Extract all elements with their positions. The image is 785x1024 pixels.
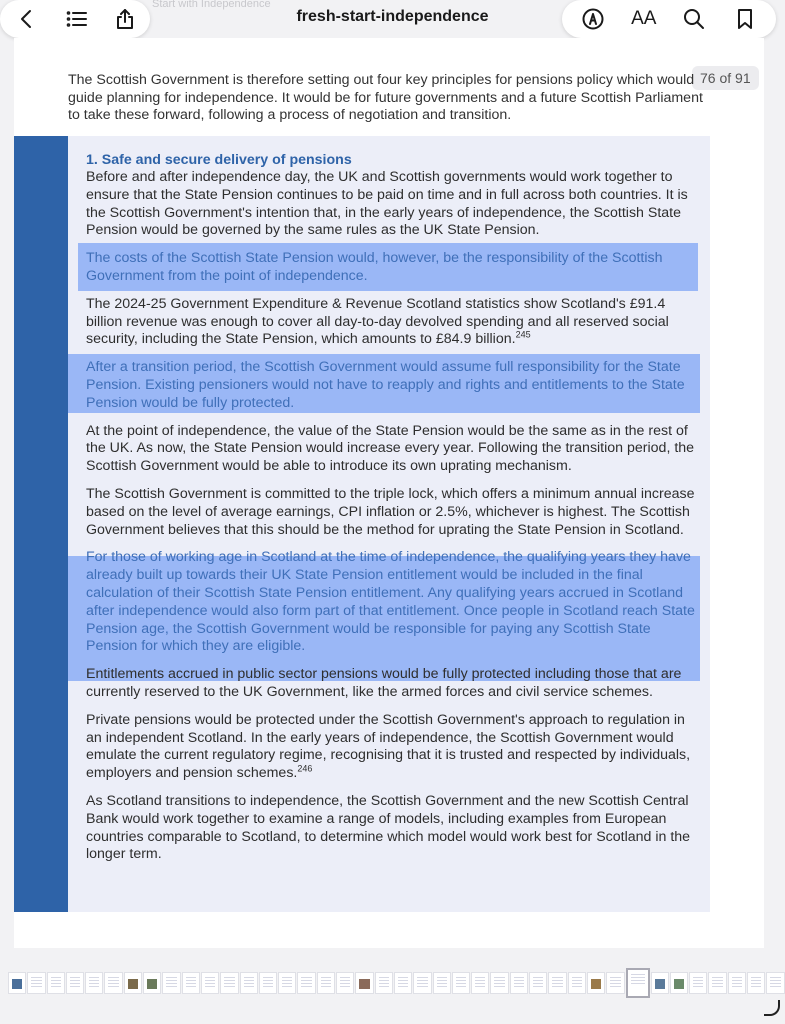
paragraph-value bbox=[86, 423, 698, 476]
page-thumbnail[interactable] bbox=[336, 972, 354, 994]
toolbar bbox=[0, 0, 785, 40]
paragraph-text: As Scotland transitions to independence, the Scottish Government and the new Scottish Central Bank would work together to examine a range of models, including examples from European countries comparable to Scotland, to determine which model would work best for Scotland in the longer term. bbox=[86, 792, 691, 863]
section-content bbox=[86, 152, 698, 874]
paragraph-text: Before and after independence day, the UK and Scottish governments would work together to ensure that the State Pension continues to be paid on time and in full across both countries. It is the Scottish Government's intention that, in the early years of independence, the Scottish State Pension would be governed by the same rules as the UK State Pension. bbox=[86, 169, 688, 239]
thumbnail-preview bbox=[437, 977, 447, 989]
page-thumbnail[interactable] bbox=[355, 972, 373, 994]
thumbnail-preview bbox=[147, 979, 157, 989]
page-thumbnail[interactable] bbox=[394, 972, 412, 994]
thumbnail-preview bbox=[359, 979, 369, 989]
markup-icon bbox=[581, 7, 605, 31]
paragraph-text: The 2024-25 Government Expenditure & Revenue Scotland statistics show Scotland's £91.4 billion revenue was enough to cover all day-to-day devolved spending and all reserved social security, including the State Pension, which amounts to £84.9 billion. bbox=[86, 295, 669, 348]
page-thumbnail[interactable] bbox=[548, 972, 566, 994]
page-thumbnail[interactable] bbox=[8, 972, 26, 994]
footnote-ref[interactable]: 245 bbox=[515, 329, 531, 340]
thumbnail-preview bbox=[655, 979, 665, 989]
thumbnail-preview bbox=[732, 977, 742, 989]
thumbnail-preview bbox=[379, 977, 389, 989]
page-thumbnail-strip[interactable] bbox=[8, 968, 770, 998]
thumbnail-preview bbox=[751, 977, 761, 989]
page-thumbnail[interactable] bbox=[104, 972, 122, 994]
page-thumbnail[interactable] bbox=[297, 972, 315, 994]
page-thumbnail[interactable] bbox=[490, 972, 508, 994]
back-chevron-icon bbox=[15, 7, 39, 31]
page-thumbnail[interactable] bbox=[143, 972, 161, 994]
paragraph-text: The Scottish Government is committed to the triple lock, which offers a minimum annual increase based on the level of average earnings, CPI inflation or 2.5%, whichever is highest. The Scottish Government believes that this should be the method for uprating the State Pension in Scotland. bbox=[86, 485, 695, 538]
paragraph-costs-highlighted bbox=[86, 250, 698, 286]
thumbnail-preview bbox=[770, 977, 780, 989]
page-thumbnail[interactable] bbox=[278, 972, 296, 994]
thumbnail-preview bbox=[552, 977, 562, 989]
thumbnail-preview bbox=[51, 977, 61, 989]
back-button[interactable] bbox=[8, 2, 46, 36]
paragraph-text: The costs of the Scottish State Pension would, however, be the responsibility of the Scottish Government from the point of independence. bbox=[86, 250, 663, 284]
intro-paragraph: The Scottish Government is therefore setting out four key principles for pensions policy which would guide planning for independence. It would be for future governments and a future Scottish Parliament to take these forward, following a process of negotiation and transition. bbox=[68, 72, 703, 124]
page-thumbnail[interactable] bbox=[85, 972, 103, 994]
footnote-ref[interactable]: 246 bbox=[297, 763, 313, 774]
page-thumbnail[interactable] bbox=[66, 972, 84, 994]
thumbnail-preview bbox=[89, 977, 99, 989]
paragraph-text: For those of working age in Scotland at the time of independence, the qualifying years they have already built up towards their UK State Pension entitlement would be included in the final calculation of their Scottish State Pension entitlement. Any qualifying years accrued in Scotland after independence would also form part of that entitlement. Once people in Scotland reach State Pension age, the Scottish Government would be responsible for paying any Scottish State Pension for which they are eligible. bbox=[86, 549, 695, 655]
paragraph-private-pensions bbox=[86, 712, 698, 783]
page-thumbnail[interactable] bbox=[529, 972, 547, 994]
search-button[interactable] bbox=[675, 2, 713, 36]
thumbnail-preview bbox=[12, 979, 22, 989]
bookmark-icon bbox=[733, 7, 757, 31]
thumbnail-preview bbox=[591, 979, 601, 989]
thumbnail-preview bbox=[494, 977, 504, 989]
thumbnail-preview bbox=[712, 977, 722, 989]
thumbnail-preview bbox=[244, 977, 254, 989]
page-thumbnail[interactable] bbox=[708, 972, 726, 994]
share-icon bbox=[113, 7, 137, 31]
page-thumbnail[interactable] bbox=[510, 972, 528, 994]
thumbnail-preview bbox=[263, 977, 273, 989]
thumbnail-preview bbox=[417, 977, 427, 989]
thumbnail-preview bbox=[456, 977, 466, 989]
thumbnail-preview bbox=[128, 979, 138, 989]
thumbnail-preview bbox=[693, 977, 703, 989]
page-thumbnail[interactable] bbox=[124, 972, 142, 994]
section-accent-bar bbox=[14, 136, 68, 912]
table-of-contents-button[interactable] bbox=[58, 2, 96, 36]
page-thumbnail[interactable] bbox=[587, 972, 605, 994]
thumbnail-preview bbox=[70, 977, 80, 989]
page-thumbnail[interactable] bbox=[220, 972, 238, 994]
paragraph-text: Entitlements accrued in public sector pensions would be fully protected including those that are currently reserved to the UK Government, like the armed forces and civil service schemes. bbox=[86, 666, 682, 700]
paragraph-working-age-highlighted bbox=[86, 549, 698, 656]
share-button[interactable] bbox=[106, 2, 144, 36]
thumbnail-preview bbox=[533, 977, 543, 989]
paragraph-text: After a transition period, the Scottish Government would assume full responsibility for the State Pension. Existing pensioners would not have to reapply and rights and entitlements to the State Pension would be fully protected. bbox=[86, 359, 685, 411]
thumbnail-preview bbox=[108, 977, 118, 989]
thumbnail-preview bbox=[631, 974, 645, 986]
thumbnail-preview bbox=[321, 977, 331, 989]
page-thumbnail[interactable] bbox=[606, 972, 624, 994]
page-thumbnail[interactable] bbox=[240, 972, 258, 994]
page-thumbnail[interactable] bbox=[766, 972, 784, 994]
page-thumbnail[interactable] bbox=[201, 972, 219, 994]
paragraph-central-bank bbox=[86, 793, 698, 864]
paragraph-delivery bbox=[86, 169, 698, 240]
markup-button[interactable] bbox=[574, 2, 612, 36]
page-thumbnail[interactable] bbox=[626, 968, 650, 998]
page-thumbnail[interactable] bbox=[413, 972, 431, 994]
text-size-icon: AA bbox=[631, 8, 657, 29]
thumbnail-preview bbox=[186, 977, 196, 989]
paragraph-text: Private pensions would be protected under the Scottish Government's approach to regulation in an independent Scotland. In the early years of independence, the Scottish Government would emulate the current regulatory regime, recognising that it is trusted and respected by individuals, employers and pension schemes. bbox=[86, 711, 691, 782]
page-thumbnail[interactable] bbox=[452, 972, 470, 994]
thumbnail-preview bbox=[31, 977, 41, 989]
page-thumbnail[interactable] bbox=[27, 972, 45, 994]
paragraph-public-sector bbox=[86, 666, 698, 702]
section-heading: 1. Safe and secure delivery of pensions bbox=[86, 152, 352, 168]
bookmark-button[interactable] bbox=[726, 2, 764, 36]
page-thumbnail[interactable] bbox=[728, 972, 746, 994]
page-thumbnail[interactable] bbox=[651, 972, 669, 994]
document-title: fresh-start-independence bbox=[296, 8, 489, 25]
ghost-title: Start with Independence bbox=[152, 0, 271, 10]
thumbnail-preview bbox=[224, 977, 234, 989]
thumbnail-preview bbox=[301, 977, 311, 989]
page-thumbnail[interactable] bbox=[670, 972, 688, 994]
thumbnail-preview bbox=[514, 977, 524, 989]
paragraph-transition-highlighted bbox=[86, 359, 698, 412]
toolbar-left-group bbox=[0, 0, 150, 38]
thumbnail-preview bbox=[398, 977, 408, 989]
list-icon bbox=[65, 7, 89, 31]
page-thumbnail[interactable] bbox=[747, 972, 765, 994]
thumbnail-preview bbox=[340, 977, 350, 989]
page-thumbnail[interactable] bbox=[182, 972, 200, 994]
thumbnail-preview bbox=[475, 977, 485, 989]
thumbnail-preview bbox=[282, 977, 292, 989]
thumbnail-preview bbox=[205, 977, 215, 989]
page-thumbnail[interactable] bbox=[568, 972, 586, 994]
toolbar-right-group bbox=[562, 0, 776, 38]
page-thumbnail[interactable] bbox=[162, 972, 180, 994]
resize-handle-icon[interactable] bbox=[764, 1000, 780, 1016]
page-thumbnail[interactable] bbox=[471, 972, 489, 994]
paragraph-gers-statistics bbox=[86, 296, 698, 349]
page-thumbnail[interactable] bbox=[375, 972, 393, 994]
page-thumbnail[interactable] bbox=[317, 972, 335, 994]
paragraph-text: At the point of independence, the value of the State Pension would be the same as in the rest of the UK. As now, the State Pension would increase every year. Following the transition period, the Scottish Government would be able to introduce its own uprating mechanism. bbox=[86, 422, 695, 475]
page-thumbnail[interactable] bbox=[47, 972, 65, 994]
page-thumbnail[interactable] bbox=[433, 972, 451, 994]
page-thumbnail[interactable] bbox=[259, 972, 277, 994]
thumbnail-preview bbox=[166, 977, 176, 989]
paragraph-triple-lock bbox=[86, 486, 698, 539]
thumbnail-preview bbox=[572, 977, 582, 989]
thumbnail-preview bbox=[674, 979, 684, 989]
search-icon bbox=[682, 7, 706, 31]
thumbnail-preview bbox=[610, 977, 620, 989]
page-thumbnail[interactable] bbox=[689, 972, 707, 994]
text-size-button[interactable] bbox=[625, 2, 663, 36]
page-indicator[interactable]: 76 of 91 bbox=[692, 66, 759, 90]
